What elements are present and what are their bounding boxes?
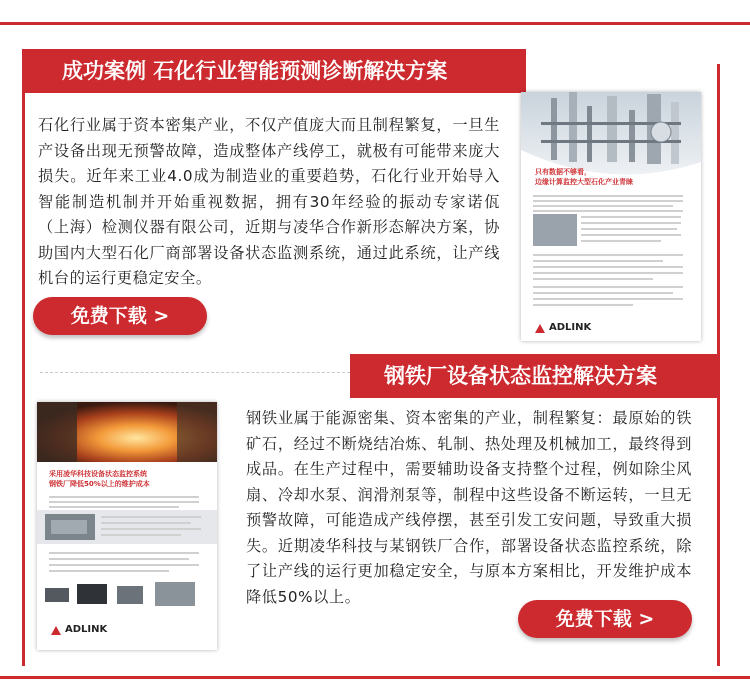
adlink-logo-icon (51, 626, 61, 635)
free-download-button-2[interactable]: 免费下载 > (518, 600, 692, 638)
section-2-title: 钢铁厂设备状态监控解决方案 (350, 354, 720, 398)
brochure-1-logo: ADLINK (549, 322, 592, 333)
brochure-2-title-line1: 采用凌华科技设备状态监控系统 (49, 470, 147, 478)
petrochemical-brochure-thumbnail[interactable] (521, 92, 701, 341)
section-2-body: 钢铁业属于能源密集、资本密集的产业，制程繁复：最原始的铁矿石，经过不断烧结冶炼、轧制、热处理及机械加工，最终得到成品。在生产过程中，需要辅助设备支持整个过程，例如除尘风扇、冷却水泵、润滑剂泵等，制程中这些设备不断运转，一旦无预警故障，可能造成产线停摆，甚至引发工安问题，导致重大损失。近期凌华科技与某钢铁厂合作，部署设备状态监控系统，除了让产线的运行更加稳定安全，与原本方案相比，开发维护成本降低50%以上。 (246, 409, 692, 606)
free-download-button-1[interactable]: 免费下载 > (33, 297, 207, 335)
brochure-1-title-line2: 边缘计算监控大型石化产业青睐 (535, 178, 633, 186)
top-divider (0, 22, 750, 25)
brochure-2-art (37, 402, 217, 650)
section-1-body: 石化行业属于资本密集产业，不仅产值庞大而且制程繁复，一旦生产设备出现无预警故障，造成整体产线停工，就极有可能带来庞大损失。近年来工业4.0成为制造业的重要趋势，石化行业开始导入智能制造机制并开始重视数据，拥有30年经验的振动专家诺佤（上海）检测仪器有限公司，近期与凌华合作新形态解决方案，协助国内大型石化厂商部署设备状态监测系统，通过此系统，让产线机台的运行更稳定安全。 (38, 116, 500, 287)
brochure-2-title-line2: 钢铁厂降低50%以上的维护成本 (49, 480, 150, 488)
bottom-divider (0, 676, 750, 679)
brochure-1-title-line1: 只有数据不够看， (535, 168, 591, 176)
brochure-2-logo: ADLINK (65, 624, 108, 635)
section-divider (40, 372, 350, 373)
section-1-title: 成功案例 石化行业智能预测诊断解决方案 (22, 49, 526, 93)
adlink-logo-icon (535, 324, 545, 333)
steel-brochure-thumbnail[interactable] (37, 402, 217, 650)
